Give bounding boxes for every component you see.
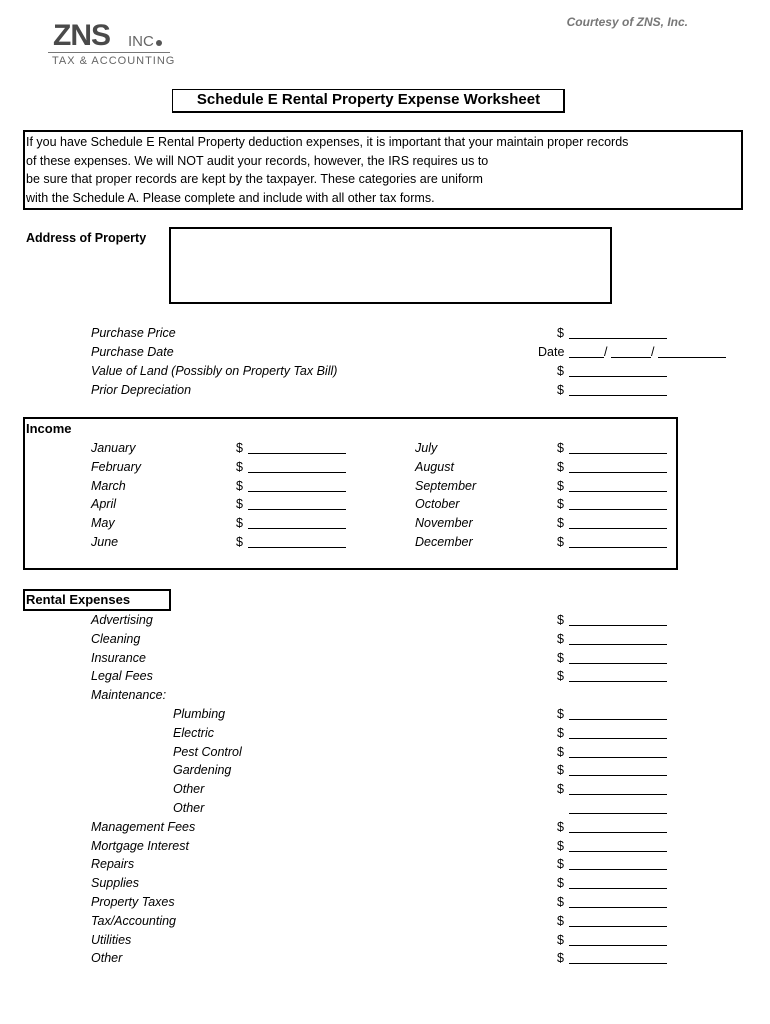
income-amount-field[interactable] (569, 509, 667, 510)
expense-amount-field[interactable] (569, 945, 667, 946)
dollar-sign: $ (557, 707, 564, 721)
expense-amount-field[interactable] (569, 681, 667, 682)
expense-amount-field[interactable] (569, 813, 667, 814)
logo-inc: INC (128, 33, 154, 50)
dollar-sign: $ (557, 782, 564, 797)
dollar-sign: $ (236, 497, 243, 512)
income-amount-field[interactable] (248, 453, 346, 454)
income-amount-field[interactable] (569, 547, 667, 548)
expense-amount-field[interactable] (569, 794, 667, 795)
dollar-sign: $ (557, 838, 564, 853)
dollar-sign: $ (236, 459, 243, 474)
expense-label: Advertising (91, 613, 153, 627)
expense-amount-field[interactable] (569, 851, 667, 852)
expense-amount-field[interactable] (569, 663, 667, 664)
expense-amount-field[interactable] (569, 832, 667, 833)
intro-line: with the Schedule A. Please complete and include with all other tax forms. (26, 191, 435, 205)
expense-amount-field[interactable] (569, 869, 667, 870)
dollar-sign: $ (557, 326, 564, 340)
income-amount-field[interactable] (569, 528, 667, 529)
dollar-sign: $ (236, 441, 243, 455)
dollar-sign: $ (557, 497, 564, 512)
dollar-sign: $ (557, 383, 564, 397)
expense-amount-field[interactable] (569, 963, 667, 964)
dollar-sign: $ (236, 535, 243, 549)
dollar-sign: $ (557, 725, 564, 740)
purchase-price-label: Purchase Price (91, 326, 176, 340)
income-title: Income (26, 421, 72, 436)
purchase-month-field[interactable] (569, 357, 604, 358)
logo-tagline: TAX & ACCOUNTING (52, 55, 176, 67)
expense-label: Gardening (173, 763, 232, 778)
expense-label: Supplies (91, 876, 139, 891)
prior-depreciation-field[interactable] (569, 395, 667, 396)
income-month-label: January (91, 441, 136, 455)
expense-label: Property Taxes (91, 895, 175, 909)
logo-dot-icon (156, 40, 162, 46)
expense-amount-field[interactable] (569, 719, 667, 720)
purchase-day-field[interactable] (611, 357, 651, 358)
income-month-label: December (415, 535, 473, 549)
expense-amount-field[interactable] (569, 926, 667, 927)
expense-label: Other (173, 782, 205, 797)
page-title: Schedule E Rental Property Expense Worksheet (196, 91, 541, 108)
expense-label: Other (173, 801, 205, 815)
income-month-label: October (415, 497, 460, 512)
income-amount-field[interactable] (569, 491, 667, 492)
income-month-label: August (415, 459, 454, 474)
expense-label: Plumbing (173, 707, 226, 721)
income-month-label: June (91, 535, 119, 549)
income-amount-field[interactable] (248, 528, 346, 529)
dollar-sign: $ (236, 478, 243, 493)
value-of-land-label: Value of Land (Possibly on Property Tax Bill) (91, 364, 338, 378)
income-month-label: July (415, 441, 438, 455)
purchase-date-label: Purchase Date (91, 345, 174, 359)
dollar-sign: $ (557, 516, 564, 531)
date-slash: / (604, 345, 608, 359)
dollar-sign: $ (557, 669, 564, 684)
dollar-sign: $ (557, 913, 564, 928)
dollar-sign: $ (557, 819, 564, 834)
dollar-sign: $ (557, 650, 564, 665)
income-amount-field[interactable] (569, 472, 667, 473)
purchase-year-field[interactable] (658, 357, 726, 358)
dollar-sign: $ (557, 932, 564, 947)
dollar-sign: $ (557, 535, 564, 549)
expense-label: Utilities (91, 932, 132, 947)
income-month-label: February (91, 459, 142, 474)
address-label: Address of Property (26, 231, 147, 245)
income-month-label: September (415, 478, 477, 493)
dollar-sign: $ (557, 895, 564, 909)
expense-label: Tax/Accounting (91, 913, 177, 928)
logo-divider (48, 52, 170, 53)
expense-label: Management Fees (91, 819, 196, 834)
prior-depreciation-label: Prior Depreciation (91, 383, 192, 397)
income-amount-field[interactable] (248, 472, 346, 473)
expense-label: Cleaning (91, 631, 141, 646)
dollar-sign: $ (236, 516, 243, 531)
dollar-sign: $ (557, 478, 564, 493)
income-month-label: April (91, 497, 117, 512)
dollar-sign: $ (557, 951, 564, 966)
dollar-sign: $ (557, 631, 564, 646)
income-amount-field[interactable] (569, 453, 667, 454)
expense-label: Maintenance: (91, 688, 167, 703)
date-slash: / (651, 345, 655, 359)
date-label: Date (538, 345, 565, 359)
courtesy-text: Courtesy of ZNS, Inc. (566, 15, 688, 29)
expense-label: Pest Control (173, 744, 242, 759)
expense-amount-field[interactable] (569, 625, 667, 626)
intro-line: If you have Schedule E Rental Property deduction expenses, it is important that your maintain proper records (26, 135, 629, 149)
income-amount-field[interactable] (248, 491, 346, 492)
expense-label: Electric (173, 725, 214, 740)
expense-amount-field[interactable] (569, 757, 667, 758)
dollar-sign: $ (557, 744, 564, 759)
income-month-label: May (91, 516, 115, 531)
expense-amount-field[interactable] (569, 775, 667, 776)
dollar-sign: $ (557, 459, 564, 474)
income-amount-field[interactable] (248, 547, 346, 548)
address-field[interactable] (169, 227, 612, 304)
income-amount-field[interactable] (248, 509, 346, 510)
expense-label: Repairs (91, 857, 135, 872)
value-of-land-field[interactable] (569, 376, 667, 377)
expense-label: Mortgage Interest (91, 838, 189, 853)
dollar-sign: $ (557, 763, 564, 778)
dollar-sign: $ (557, 613, 564, 627)
intro-line: be sure that proper records are kept by the taxpayer. These categories are uniform (26, 172, 483, 186)
logo-name: ZNS (53, 19, 110, 52)
expense-label: Insurance (91, 650, 146, 665)
expense-amount-field[interactable] (569, 907, 667, 908)
expense-amount-field[interactable] (569, 644, 667, 645)
rental-expenses-title: Rental Expenses (26, 592, 131, 607)
dollar-sign: $ (557, 364, 564, 378)
expense-label: Other (91, 951, 123, 966)
income-month-label: March (91, 478, 126, 493)
expense-amount-field[interactable] (569, 738, 667, 739)
intro-line: of these expenses. We will NOT audit your records, however, the IRS requires us to (26, 154, 489, 168)
dollar-sign: $ (557, 876, 564, 891)
expense-label: Legal Fees (91, 669, 153, 684)
dollar-sign: $ (557, 857, 564, 872)
dollar-sign: $ (557, 441, 564, 455)
purchase-price-field[interactable] (569, 338, 667, 339)
expense-amount-field[interactable] (569, 888, 667, 889)
income-month-label: November (415, 516, 473, 531)
